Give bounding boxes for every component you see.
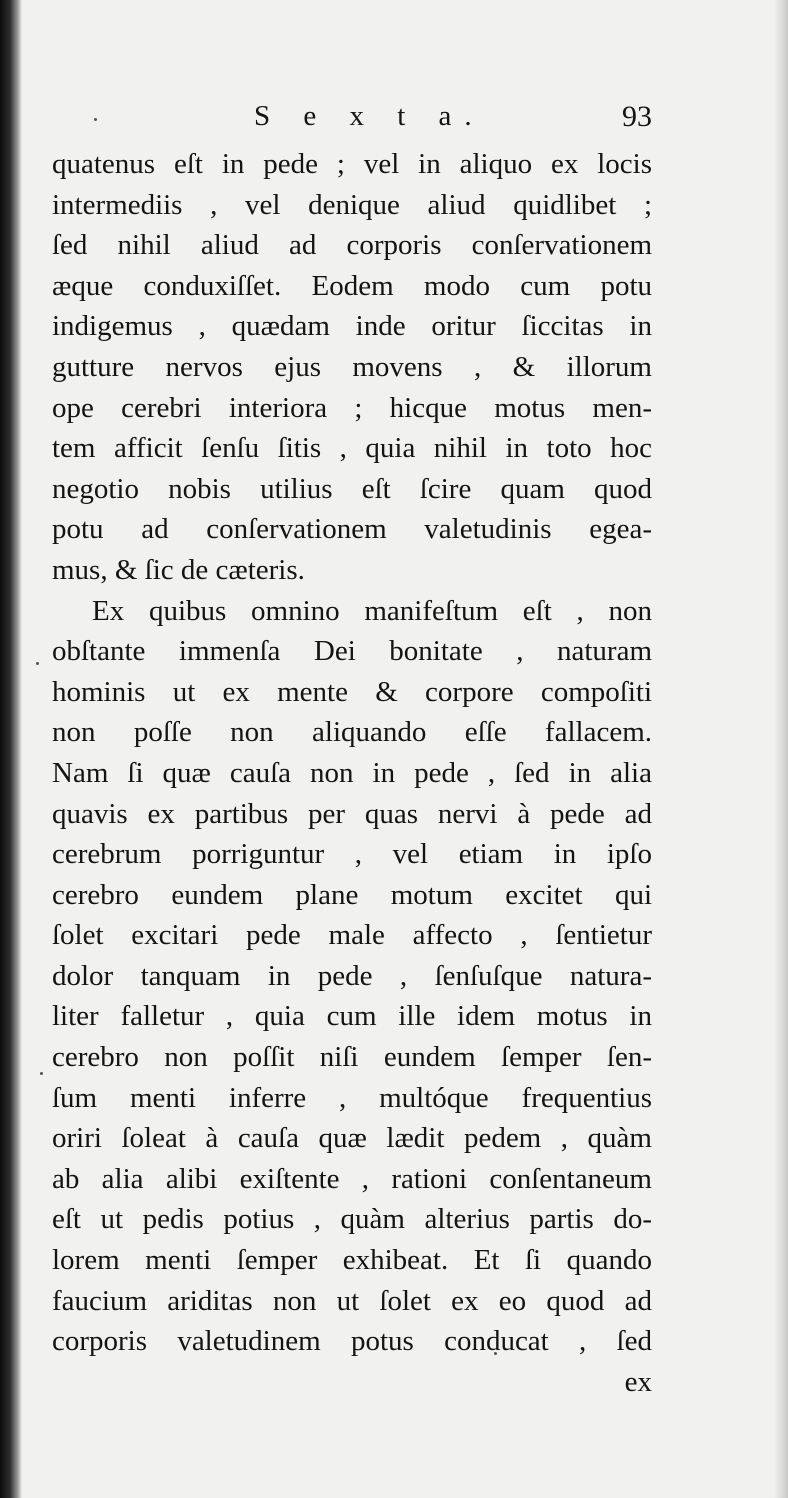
running-title: S e x t a. — [254, 100, 485, 132]
text-line: mus, & ſic de cæteris. — [52, 553, 305, 586]
paragraph-1 — [52, 144, 652, 591]
text-line: faucium ariditas non ut ſolet ex eo quod ad — [52, 1284, 652, 1317]
text-line: cerebrum porriguntur , vel etiam in ipſo — [52, 838, 652, 871]
text-line: potu ad conſervationem valetudinis egea- — [52, 513, 652, 546]
text-line: intermediis , vel denique aliud quidlibet ; — [52, 188, 652, 221]
page-text — [52, 96, 652, 1402]
text-line: gutture nervos ejus movens , & illorum — [52, 350, 652, 383]
text-line: ſolet excitari pede male affecto , ſentietur — [52, 919, 652, 952]
text-line: tem afficit ſenſu ſitis , quia nihil in toto hoc — [52, 432, 652, 465]
text-line: eſt ut pedis potius , quàm alterius partis do- — [52, 1203, 652, 1236]
text-line: ſum menti inferre , multóque frequentius — [52, 1081, 652, 1114]
text-line: Ex quibus omnino manifeſtum eſt , non — [92, 594, 652, 627]
text-line: oriri ſoleat à cauſa quæ lædit pedem , quàm — [52, 1122, 652, 1155]
text-line: negotio nobis utilius eſt ſcire quam quod — [52, 472, 652, 505]
text-line: corporis valetudinem potus conducat , ſed — [52, 1325, 652, 1358]
text-line: ab alia alibi exiſtente , rationi conſentaneum — [52, 1162, 652, 1195]
text-line: obſtante immenſa Dei bonitate , naturam — [52, 635, 652, 668]
text-line: indigemus , quædam inde oritur ſiccitas in — [52, 310, 652, 343]
text-line: ſed nihil aliud ad corporis conſervationem — [52, 229, 652, 262]
text-line: cerebro non poſſit niſi eundem ſemper ſen- — [52, 1041, 652, 1074]
text-line: ope cerebri interiora ; hicque motus men- — [52, 391, 652, 424]
text-line: quatenus eſt in pede ; vel in aliquo ex locis — [52, 148, 652, 180]
text-line: liter falletur , quia cum ille idem motus in — [52, 1000, 652, 1033]
text-line: non poſſe non aliquando eſſe fallacem. — [52, 716, 652, 749]
text-line: lorem menti ſemper exhibeat. Et ſi quando — [52, 1244, 652, 1277]
text-line: quavis ex partibus per quas nervi à pede ad — [52, 797, 652, 830]
page-edge-shade — [774, 0, 788, 1498]
page-number: 93 — [622, 100, 652, 133]
binding-shadow — [0, 0, 22, 1498]
text-line: æque conduxiſſet. Eodem modo cum potu — [52, 269, 652, 302]
ink-speck — [36, 662, 39, 665]
catchword: ex — [624, 1365, 652, 1398]
text-line: hominis ut ex mente & corpore compoſiti — [52, 675, 652, 708]
text-line: cerebro eundem plane motum excitet qui — [52, 878, 652, 911]
running-head — [52, 96, 652, 144]
text-line: dolor tanquam in pede , ſenſuſque natura- — [52, 959, 652, 992]
paragraph-2 — [52, 591, 652, 1362]
text-line: Nam ſi quæ cauſa non in pede , ſed in alia — [52, 756, 652, 789]
ink-speck — [40, 1072, 43, 1075]
